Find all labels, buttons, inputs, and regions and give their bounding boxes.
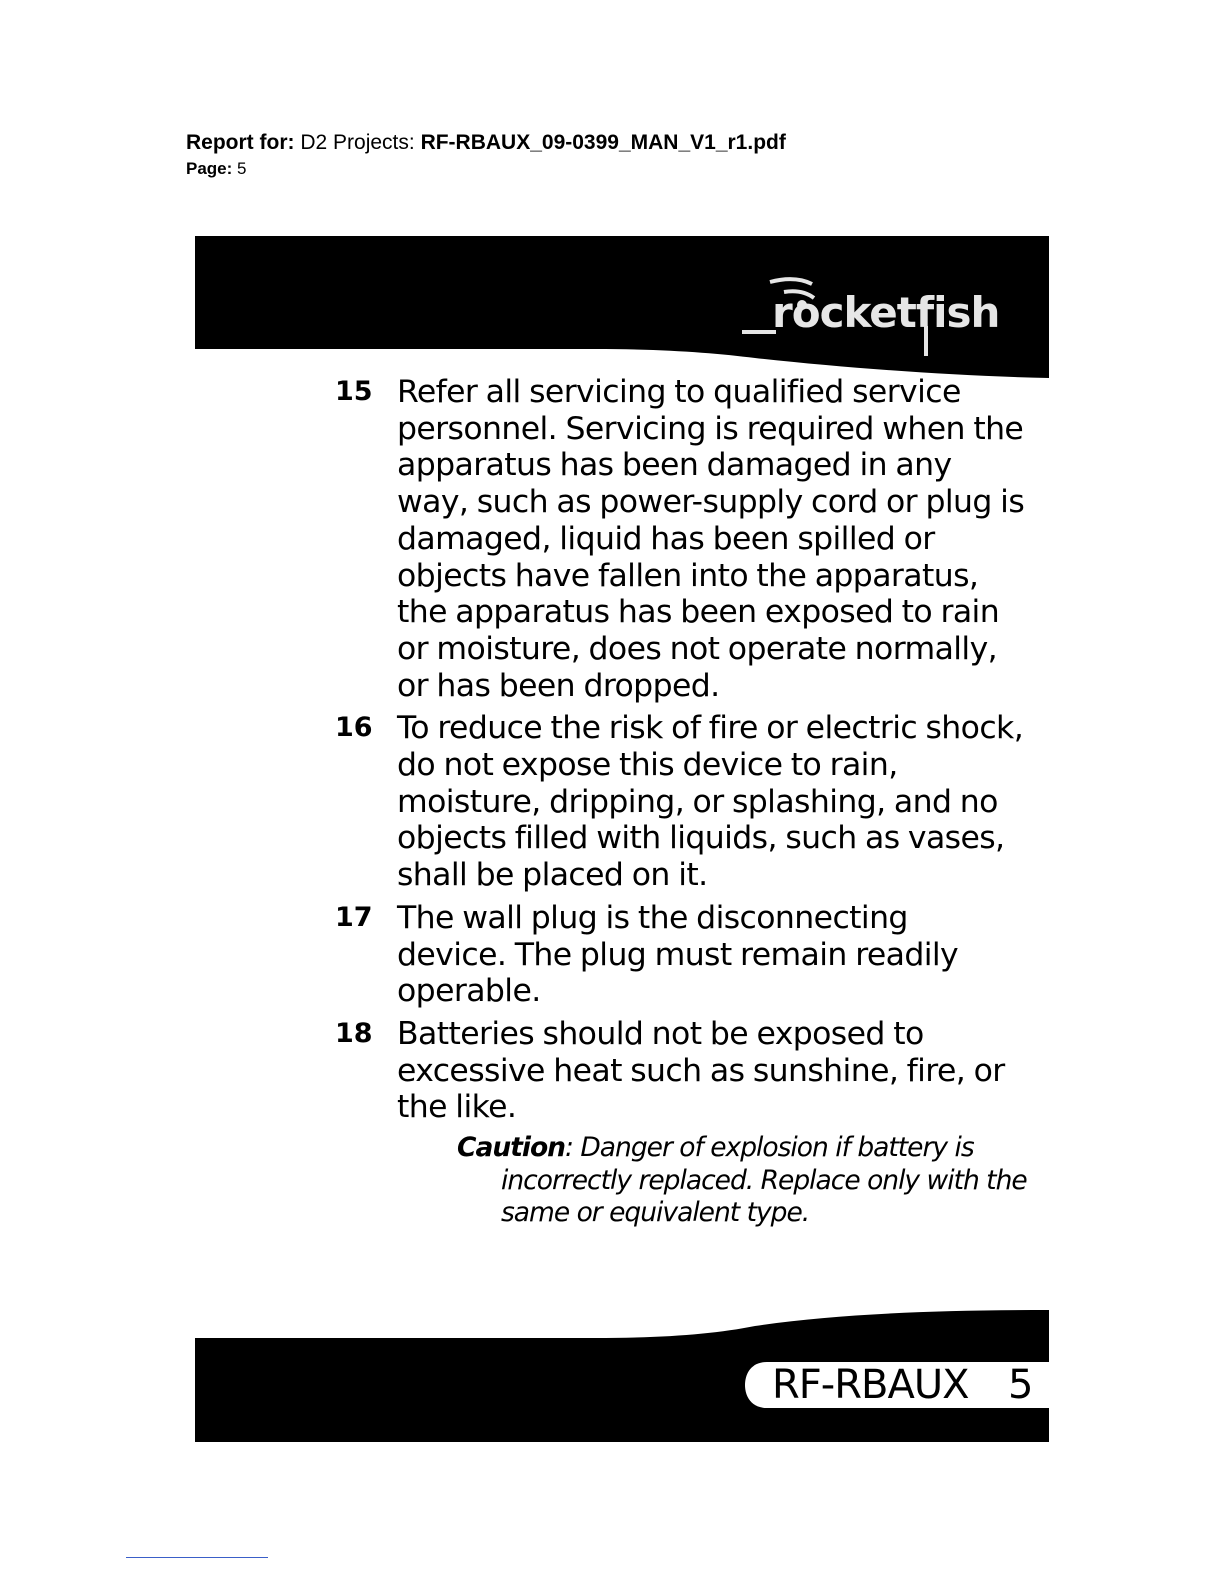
report-filename: RF-RBAUX_09-0399_MAN_V1_r1.pdf <box>420 131 786 154</box>
caution-text: : Danger of explosion if battery is incorrectly replaced. Replace only with the same or equivalent type. <box>501 1132 1027 1229</box>
manual-page <box>195 236 1049 1442</box>
caution-note <box>457 1132 1041 1230</box>
report-title-line <box>186 130 786 156</box>
list-item <box>335 900 1025 1010</box>
item-text: To reduce the risk of fire or electric shock, do not expose this device to rain, moisture, dripping, or splashing, and no objects filled with liquids, such as vases, shall be placed on it. <box>397 710 1024 894</box>
page-label: Page: <box>186 159 233 178</box>
list-item <box>335 710 1025 894</box>
report-header <box>186 130 786 182</box>
model-code: RF-RBAUX <box>772 1362 969 1408</box>
brand-name: rocketfish <box>772 288 1000 337</box>
item-text: Refer all servicing to qualified service personnel. Servicing is required when the apparatus has been damaged in any way, such as power-supply cord or plug is damaged, liquid has been spilled or objects have fallen into the apparatus, the apparatus has been exposed to rain or moisture, does not operate normally, or has been dropped. <box>397 374 1025 704</box>
list-item <box>335 1016 1025 1126</box>
report-label: Report for: <box>186 131 295 154</box>
item-text: The wall plug is the disconnecting device. The plug must remain readily operable. <box>397 899 959 1010</box>
item-number: 16 <box>335 712 373 744</box>
item-number: 18 <box>335 1017 373 1049</box>
page-number: 5 <box>1008 1362 1034 1408</box>
item-number: 17 <box>335 901 373 933</box>
caution-label: Caution <box>457 1132 566 1164</box>
footnote-rule <box>126 1557 268 1558</box>
rocketfish-logo <box>740 256 1010 356</box>
report-project: D2 Projects: <box>300 131 415 154</box>
report-page-line <box>186 156 786 182</box>
item-text: Batteries should not be exposed to excessive heat such as sunshine, fire, or the like. <box>397 1015 1005 1126</box>
page-value: 5 <box>237 159 247 178</box>
list-item <box>335 374 1025 704</box>
item-number: 15 <box>335 376 373 407</box>
safety-instructions-list <box>335 374 1025 1230</box>
